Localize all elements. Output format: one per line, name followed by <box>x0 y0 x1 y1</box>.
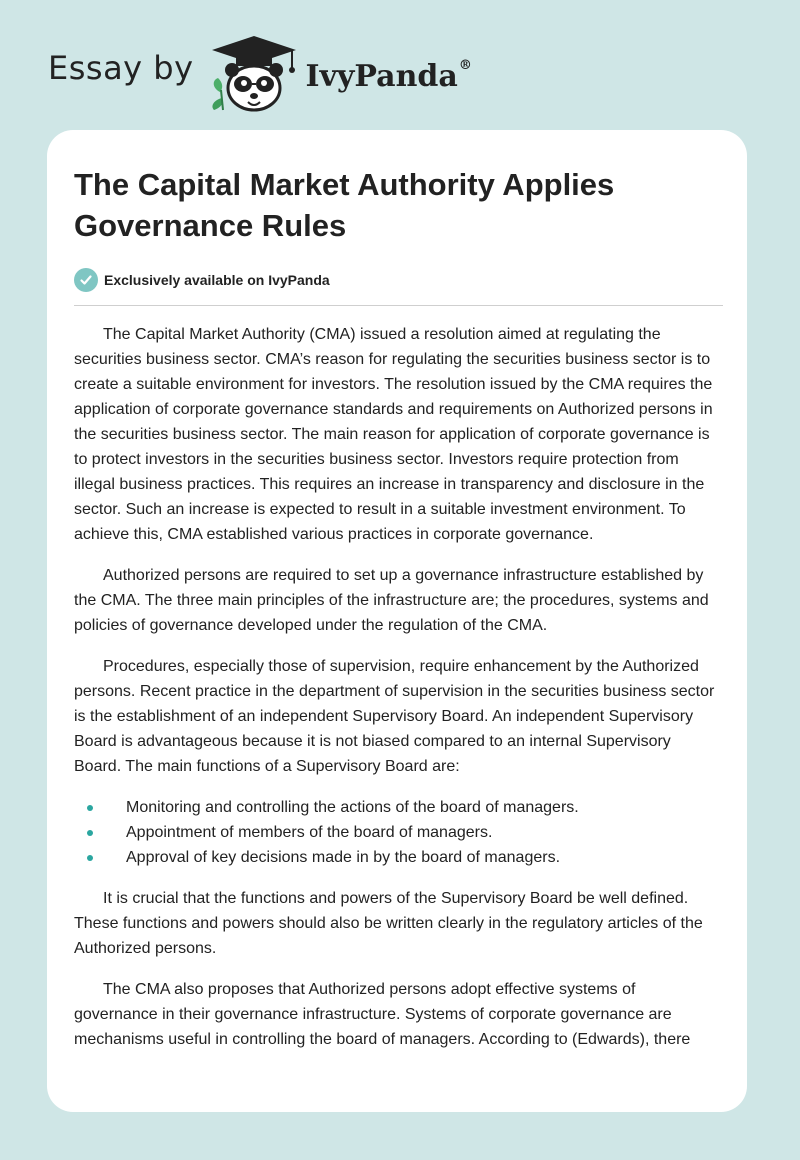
paragraph: Procedures, especially those of supervision, require enhancement by the Authorized persons. Recent practice in the department of supervision in the securities business sector is the establishment of an independent Supervisory Board. An independent Supervisory Board is advantageous because it is not biased compared to an internal Supervisory Board. The main functions of a Supervisory Board are: <box>74 658 715 775</box>
paragraph: The CMA also proposes that Authorized persons adopt effective systems of governance in their governance infrastructure. Systems of corporate governance are mechanisms useful in controlling the board of managers. According to (Edwards), there <box>74 981 691 1048</box>
list-item <box>74 795 722 820</box>
list-item <box>74 820 722 845</box>
paragraph: The Capital Market Authority (CMA) issued a resolution aimed at regulating the securities business sector. CMA’s reason for regulating the securities business sector is to create a suitable environment for investors. The resolution issued by the CMA requires the application of corporate governance standards and requirements on Authorized persons in the securities business sector. The main reason for application of corporate governance is to protect investors in the securities business sector. Investors require protection from illegal business practices. This requires an increase in transparency and disclosure in the sector. Such an increase is expected to result in a suitable investment environment. To achieve this, CMA established various practices in corporate governance. <box>74 326 713 543</box>
exclusive-badge <box>74 267 722 293</box>
check-icon <box>74 268 98 292</box>
list-item <box>74 845 722 870</box>
essay-body <box>74 322 722 1052</box>
essay-content <box>74 164 722 1068</box>
brand-name[interactable] <box>306 59 472 94</box>
essay-card <box>47 130 747 1112</box>
bullet-icon <box>87 805 93 811</box>
brand-text: IvyPanda <box>305 58 458 94</box>
divider <box>74 305 723 306</box>
list-item-text: Approval of key decisions made in by the board of managers. <box>126 849 561 866</box>
exclusive-label: Exclusively available on IvyPanda <box>104 272 330 288</box>
panda-logo-icon[interactable] <box>208 34 300 114</box>
paragraph: It is crucial that the functions and powers of the Supervisory Board be well defined. These functions and powers should also be written clearly in the regulatory articles of the Authorized persons. <box>74 890 703 957</box>
page-title: The Capital Market Authority Applies Governance Rules <box>74 167 615 243</box>
bullet-icon <box>87 855 93 861</box>
site-header <box>48 34 472 114</box>
functions-list <box>74 795 722 870</box>
list-item-text: Appointment of members of the board of managers. <box>126 824 493 841</box>
list-item-text: Monitoring and controlling the actions of the board of managers. <box>126 799 579 816</box>
registered-mark: ® <box>458 57 472 73</box>
paragraph: Authorized persons are required to set up a governance infrastructure established by the CMA. The three main principles of the infrastructure are; the procedures, systems and policies of governance developed under the regulation of the CMA. <box>74 567 709 634</box>
essay-by-label: Essay by <box>48 49 194 87</box>
bullet-icon <box>87 830 93 836</box>
